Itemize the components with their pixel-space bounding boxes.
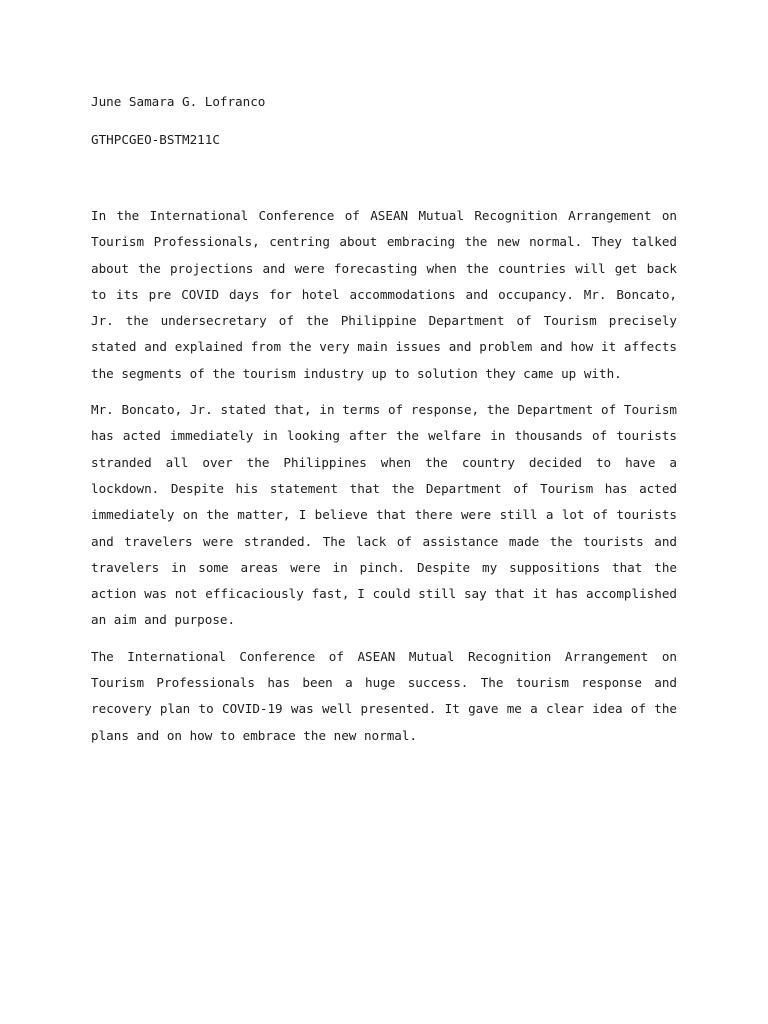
author-name: June Samara G. Lofranco: [91, 94, 266, 109]
paragraph-1: In the International Conference of ASEAN Mutual Recognition Arrangement on Tourism Professionals, centring about embracing the new normal. They talked about the projections and were forecasting when the countries will get back to its pre COVID days for hotel accommodations and occupancy. Mr. Boncato, Jr. the undersecretary of the Philippine Department of Tourism precisely stated and explained from the very main issues and problem and how it affects the segments of the tourism industry up to solution they came up with.: [91, 208, 677, 381]
document-page: [91, 92, 677, 759]
paragraph-3: The International Conference of ASEAN Mutual Recognition Arrangement on Tourism Professionals has been a huge success. The tourism response and recovery plan to COVID-19 was well presented. It gave me a clear idea of the plans and on how to embrace the new normal.: [91, 648, 677, 743]
section-code: GTHPCGEO-BSTM211C: [91, 132, 220, 147]
paragraph-2: Mr. Boncato, Jr. stated that, in terms of response, the Department of Tourism has acted immediately in looking after the welfare in thousands of tourists stranded all over the Philippines when the country decided to have a lockdown. Despite his statement that the Department of Tourism has acted immediately on the matter, I believe that there were still a lot of tourists and travelers were stranded. The lack of assistance made the tourists and travelers in some areas were in pinch. Despite my suppositions that the action was not efficaciously fast, I could still say that it has accomplished an aim and purpose.: [91, 402, 677, 628]
